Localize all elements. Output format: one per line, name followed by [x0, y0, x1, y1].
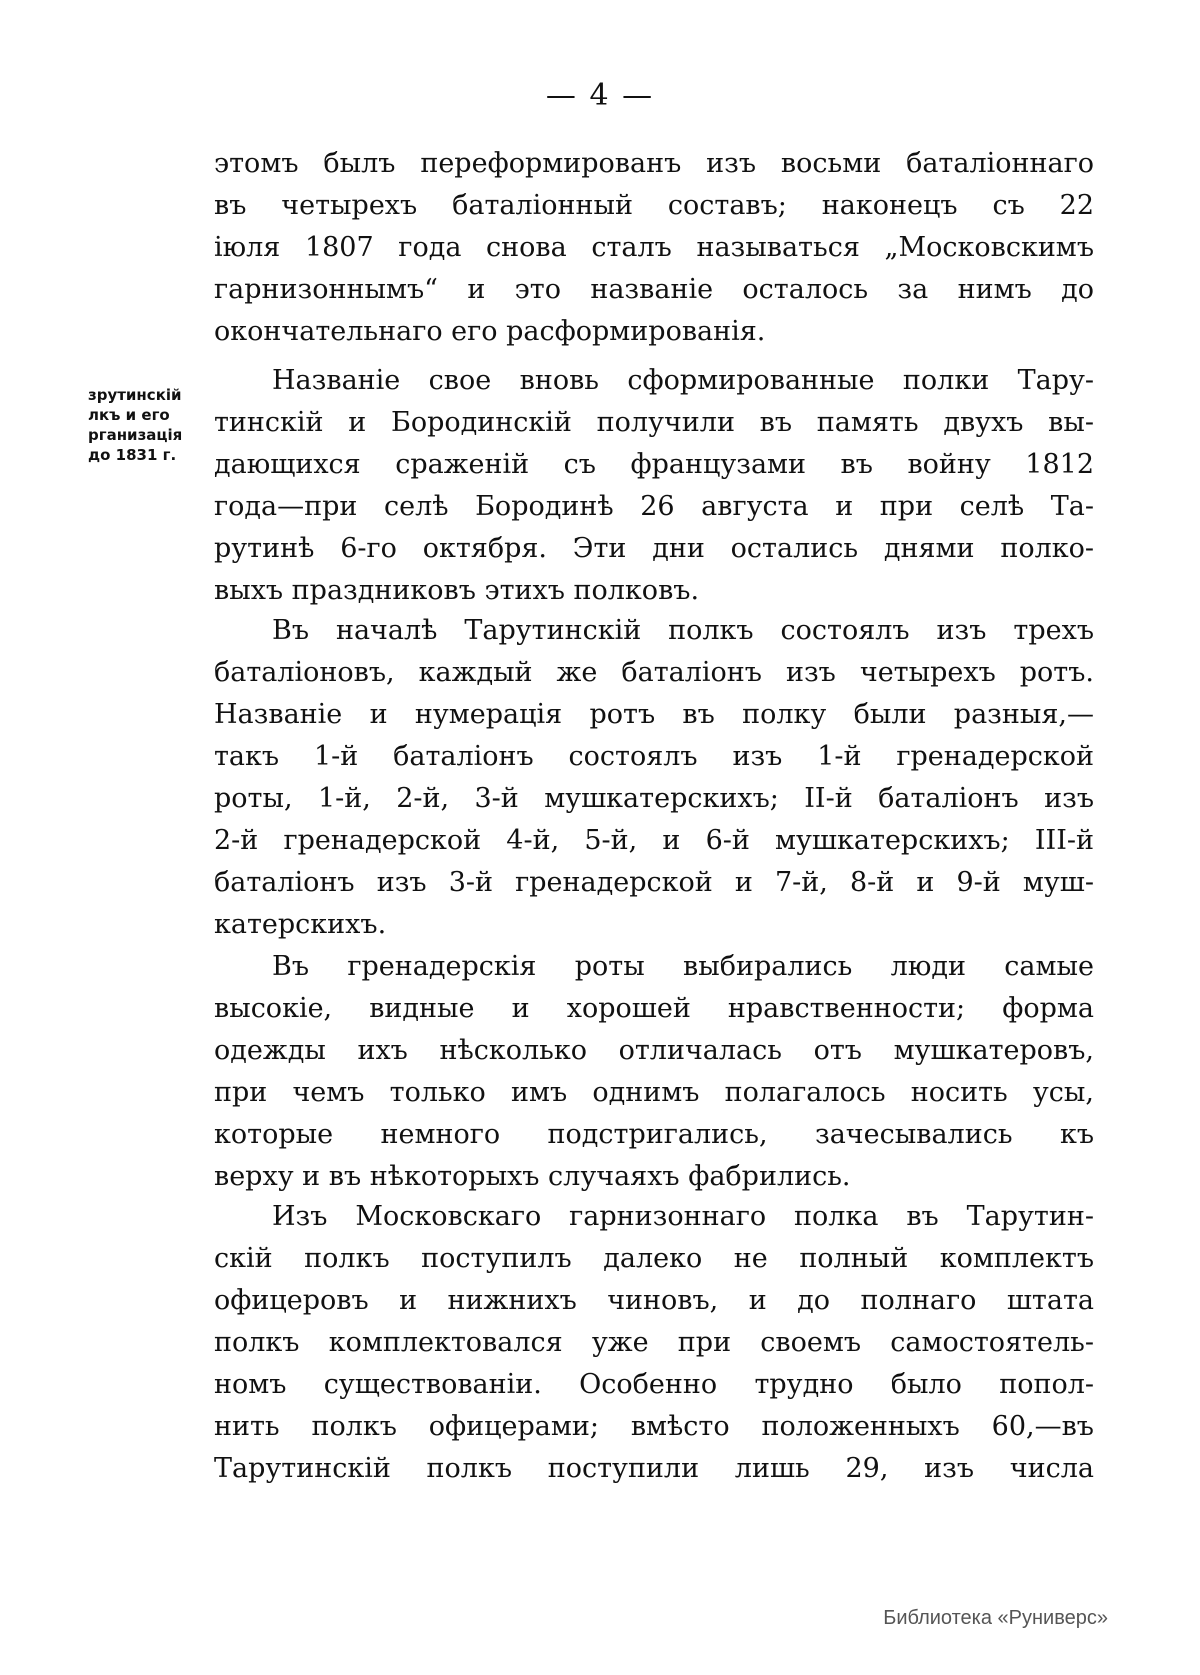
paragraph-5	[214, 1196, 1094, 1490]
text-line: верху и въ нѣкоторыхъ случаяхъ фабрились.	[214, 1161, 851, 1192]
text-line: въ четырехъ баталіонный составъ; наконецъ съ 22	[214, 190, 1094, 221]
margin-note	[88, 385, 210, 465]
text-line: офицеровъ и нижнихъ чиновъ, и до полнаго штата	[214, 1285, 1094, 1316]
text-line: Тарутинскій полкъ поступили лишь 29, изъ числа	[214, 1453, 1094, 1484]
text-line: баталіонъ изъ 3-й гренадерской и 7-й, 8-й и 9-й муш-	[214, 867, 1094, 898]
margin-note-line: зрутинскій	[88, 386, 182, 404]
text-line: одежды ихъ нѣсколько отличалась отъ мушкатеровъ,	[214, 1035, 1094, 1066]
text-line: Въ началѣ Тарутинскій полкъ состоялъ изъ трехъ	[272, 615, 1094, 646]
text-line: іюля 1807 года снова сталъ называться „Московскимъ	[214, 232, 1094, 263]
text-line: 2-й гренадерской 4-й, 5-й, и 6-й мушкатерскихъ; ІІІ-й	[214, 825, 1094, 856]
paragraph-3	[214, 610, 1094, 946]
text-line: тинскій и Бородинскій получили въ память двухъ вы-	[214, 407, 1094, 438]
text-line: роты, 1-й, 2-й, 3-й мушкатерскихъ; ІІ-й баталіонъ изъ	[214, 783, 1094, 814]
margin-note-line: лкъ и его	[88, 406, 170, 424]
text-line: высокіе, видные и хорошей нравственности; форма	[214, 993, 1094, 1024]
text-line: нить полкъ офицерами; вмѣсто положенныхъ 60,—въ	[214, 1411, 1094, 1442]
paragraph-1	[214, 143, 1094, 353]
paragraph-2	[214, 360, 1094, 612]
library-watermark: Библиотека «Руниверс»	[883, 1607, 1108, 1629]
margin-note-line: рганизація	[88, 426, 183, 444]
text-line: баталіоновъ, каждый же баталіонъ изъ четырехъ ротъ.	[214, 657, 1094, 688]
text-line: рутинѣ 6-го октября. Эти дни остались днями полко-	[214, 533, 1094, 564]
text-line: года—при селѣ Бородинѣ 26 августа и при селѣ Та-	[214, 491, 1094, 522]
text-line: Названіе и нумерація ротъ въ полку были разныя,—	[214, 699, 1094, 730]
text-line: гарнизоннымъ“ и это названіе осталось за нимъ до	[214, 274, 1094, 305]
text-line: полкъ комплектовался уже при своемъ самостоятель-	[214, 1327, 1094, 1358]
text-line: Названіе свое вновь сформированные полки Тару-	[272, 365, 1094, 396]
paragraph-4	[214, 946, 1094, 1198]
text-line: которые немного подстригались, зачесывались къ	[214, 1119, 1094, 1150]
text-line: этомъ былъ переформированъ изъ восьми баталіоннаго	[214, 148, 1094, 179]
text-line: выхъ праздниковъ этихъ полковъ.	[214, 575, 700, 606]
text-line: окончательнаго его расформированія.	[214, 316, 766, 347]
text-line: Изъ Московскаго гарнизоннаго полка въ Тарутин-	[272, 1201, 1094, 1232]
text-line: дающихся сраженій съ французами въ войну 1812	[214, 449, 1094, 480]
text-line: номъ существованіи. Особенно трудно было попол-	[214, 1369, 1094, 1400]
text-line: катерскихъ.	[214, 909, 387, 940]
text-line: Въ гренадерскія роты выбирались люди самые	[272, 951, 1094, 982]
margin-note-line: до 1831 г.	[88, 446, 177, 464]
text-line: такъ 1-й баталіонъ состоялъ изъ 1-й гренадерской	[214, 741, 1094, 772]
text-line: при чемъ только имъ однимъ полагалось носить усы,	[214, 1077, 1094, 1108]
page-number: — 4 —	[545, 78, 655, 113]
text-line: скій полкъ поступилъ далеко не полный комплектъ	[214, 1243, 1094, 1274]
